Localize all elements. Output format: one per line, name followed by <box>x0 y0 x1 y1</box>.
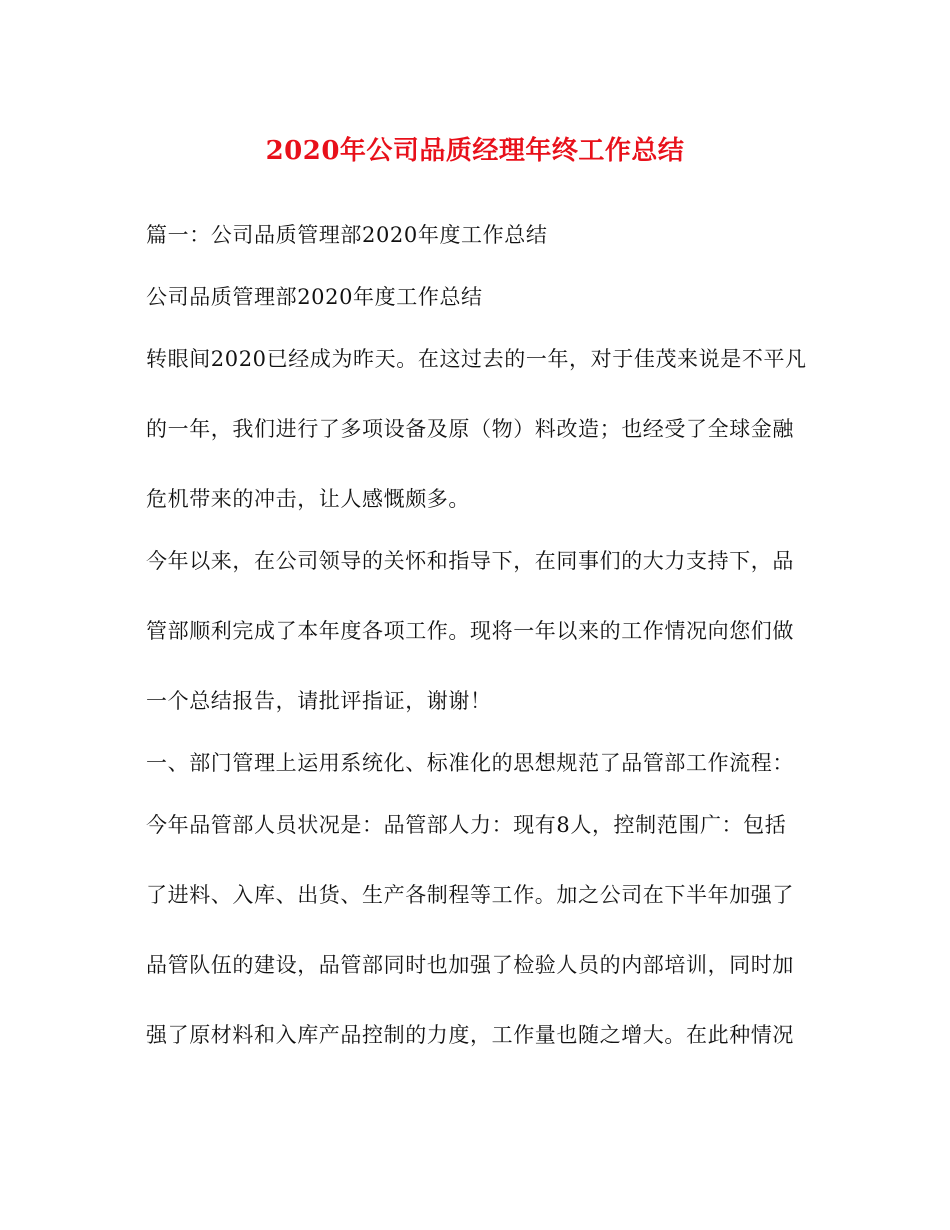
text-line: 今年以来，在公司领导的关怀和指导下，在同事们的大力支持下，品 <box>146 549 794 573</box>
text-line: 一个总结报告，请批评指证，谢谢！ <box>146 689 492 713</box>
text-line: 转眼间2020已经成为昨天。在这过去的一年，对于佳茂来说是不平凡 <box>146 347 807 371</box>
text-line: 危机带来的冲击，让人感慨颇多。 <box>146 487 470 511</box>
text-line: 强了原材料和入库产品控制的力度，工作量也随之增大。在此种情况 <box>146 1023 794 1047</box>
text-line: 今年品管部人员状况是：品管部人力：现有8人，控制范围广：包括 <box>146 813 787 837</box>
text-line: 篇一：公司品质管理部2020年度工作总结 <box>146 223 548 247</box>
text-line: 品管队伍的建设，品管部同时也加强了检验人员的内部培训，同时加 <box>146 953 794 977</box>
text-line: 的一年，我们进行了多项设备及原（物）料改造；也经受了全球金融 <box>146 417 794 441</box>
text-line: 管部顺利完成了本年度各项工作。现将一年以来的工作情况向您们做 <box>146 619 794 643</box>
text-line: 一、部门管理上运用系统化、标准化的思想规范了品管部工作流程： <box>146 751 794 775</box>
text-line: 公司品质管理部2020年度工作总结 <box>146 285 483 309</box>
text-line: 了进料、入库、出货、生产各制程等工作。加之公司在下半年加强了 <box>146 883 794 907</box>
document-title: 2020年公司品质经理年终工作总结 <box>265 136 685 166</box>
